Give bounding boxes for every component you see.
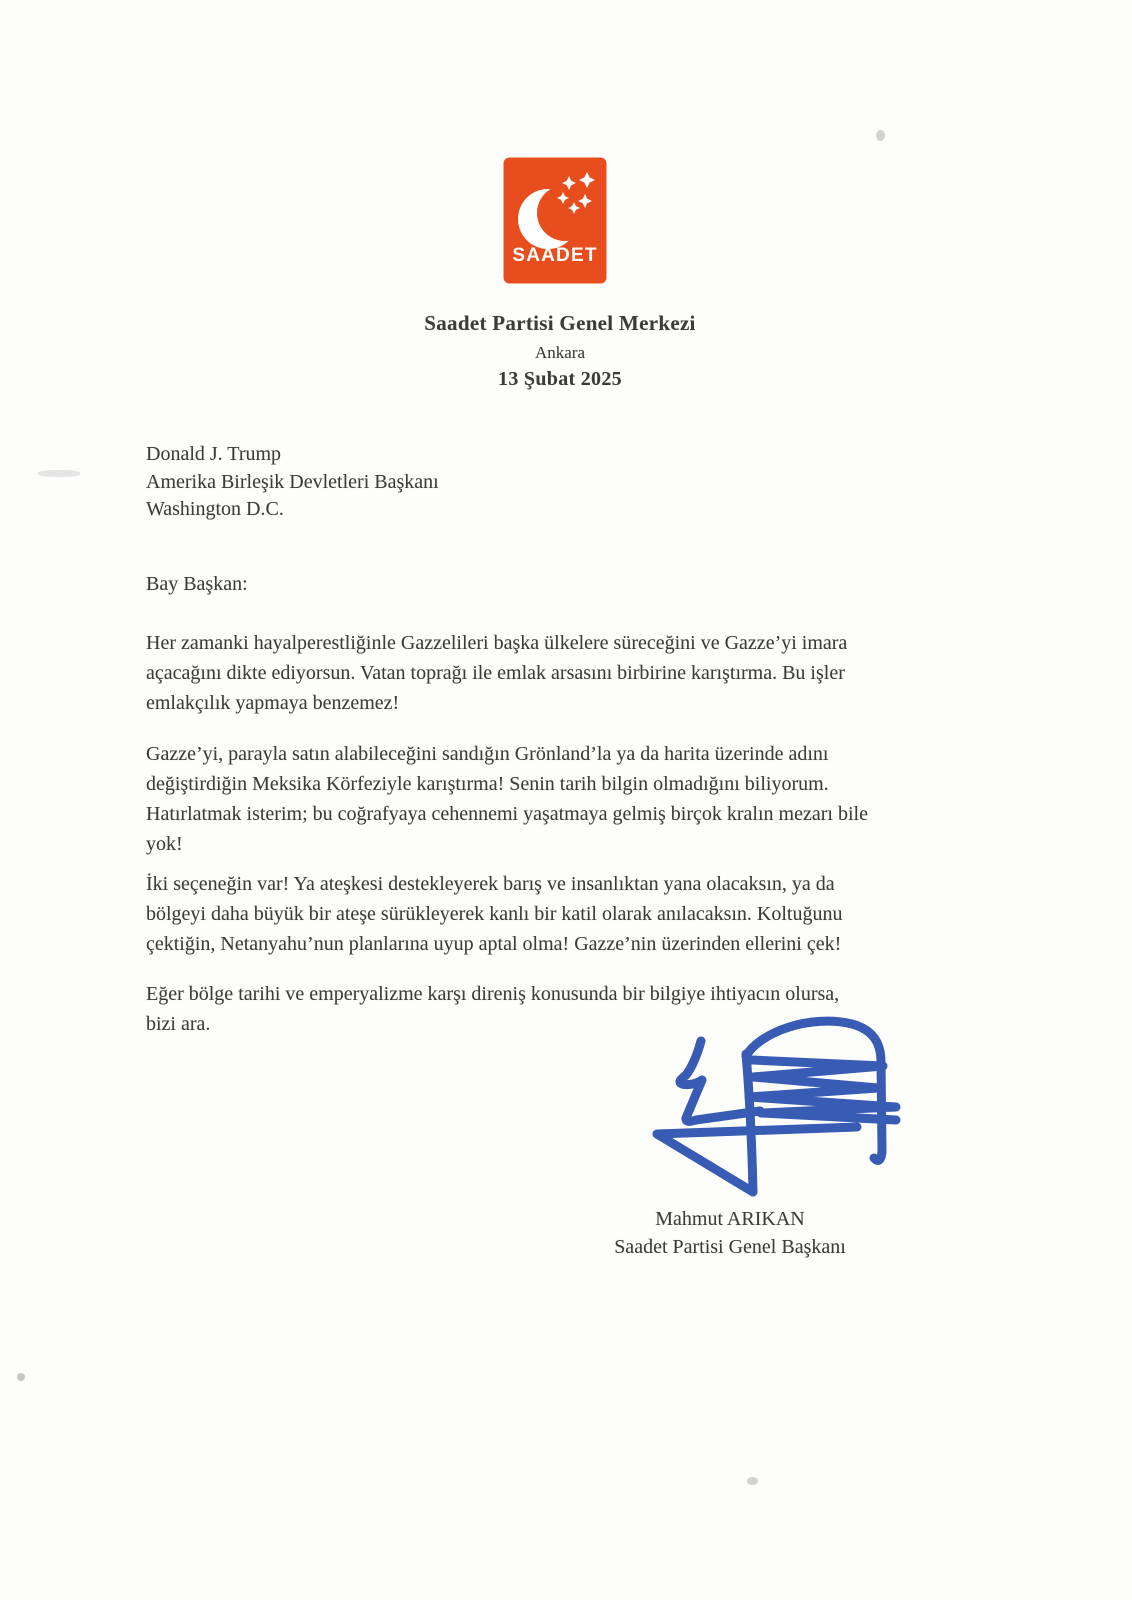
body-line: değiştirdiğin Meksika Körfeziyle karıştırma! Senin tarih bilgin olmadığını biliyorum. [146, 773, 829, 795]
body-line: Hatırlatmak isterim; bu coğrafyaya cehennemi yaşatmaya gelmiş birçok kralın mezarı bile [146, 803, 868, 825]
paragraph-1 [146, 628, 847, 718]
body-line: Eğer bölge tarihi ve emperyalizme karşı direniş konusunda bir bilgiye ihtiyacın olursa, [146, 983, 840, 1005]
recipient-block [146, 441, 439, 524]
letterhead [0, 310, 1120, 391]
paragraph-2 [146, 739, 868, 859]
body-line: Gazze’yi, parayla satın alabileceğini sandığın Grönland’la ya da harita üzerinde adını [146, 743, 829, 765]
organization-name: Saadet Partisi Genel Merkezi [424, 311, 696, 335]
body-line: yok! [146, 833, 183, 855]
body-line: bölgeyi daha büyük bir ateşe sürükleyerek kanlı bir katil olarak anılacaksın. Koltuğunu [146, 903, 843, 925]
recipient-title: Amerika Birleşik Devletleri Başkanı [146, 470, 439, 493]
scan-speck [38, 470, 80, 477]
scan-speck [876, 130, 885, 141]
scan-speck [747, 1477, 758, 1485]
logo-wordmark: SAADET [512, 245, 598, 266]
signer-name: Mahmut ARIKAN [655, 1208, 805, 1230]
body-line: açacağını dikte ediyorsun. Vatan toprağı ile emlak arsasını birbirine karıştırma. Bu işler [146, 662, 845, 684]
scan-speck [17, 1373, 25, 1381]
recipient-name: Donald J. Trump [146, 443, 282, 465]
city-line: Ankara [534, 343, 586, 362]
paragraph-3 [146, 869, 842, 959]
saadet-party-logo [503, 157, 607, 284]
handwritten-signature [600, 1010, 930, 1210]
signoff-block [530, 1206, 930, 1261]
body-line: Her zamanki hayalperestliğinle Gazzelileri başka ülkelere süreceğini ve Gazze’yi imara [146, 632, 848, 654]
body-line: çektiğin, Netanyahu’nun planlarına uyup aptal olma! Gazze’nin üzerinden ellerini çek! [146, 933, 842, 955]
salutation: Bay Başkan: [146, 573, 248, 595]
body-line: emlakçılık yapmaya benzemez! [146, 692, 400, 714]
date-line: 13 Şubat 2025 [498, 368, 622, 390]
signer-title: Saadet Partisi Genel Başkanı [614, 1235, 846, 1258]
body-line: İki seçeneğin var! Ya ateşkesi destekleyerek barış ve insanlıktan yana olacaksın, ya da [146, 873, 835, 895]
recipient-location: Washington D.C. [146, 498, 284, 520]
body-line: bizi ara. [146, 1013, 211, 1035]
